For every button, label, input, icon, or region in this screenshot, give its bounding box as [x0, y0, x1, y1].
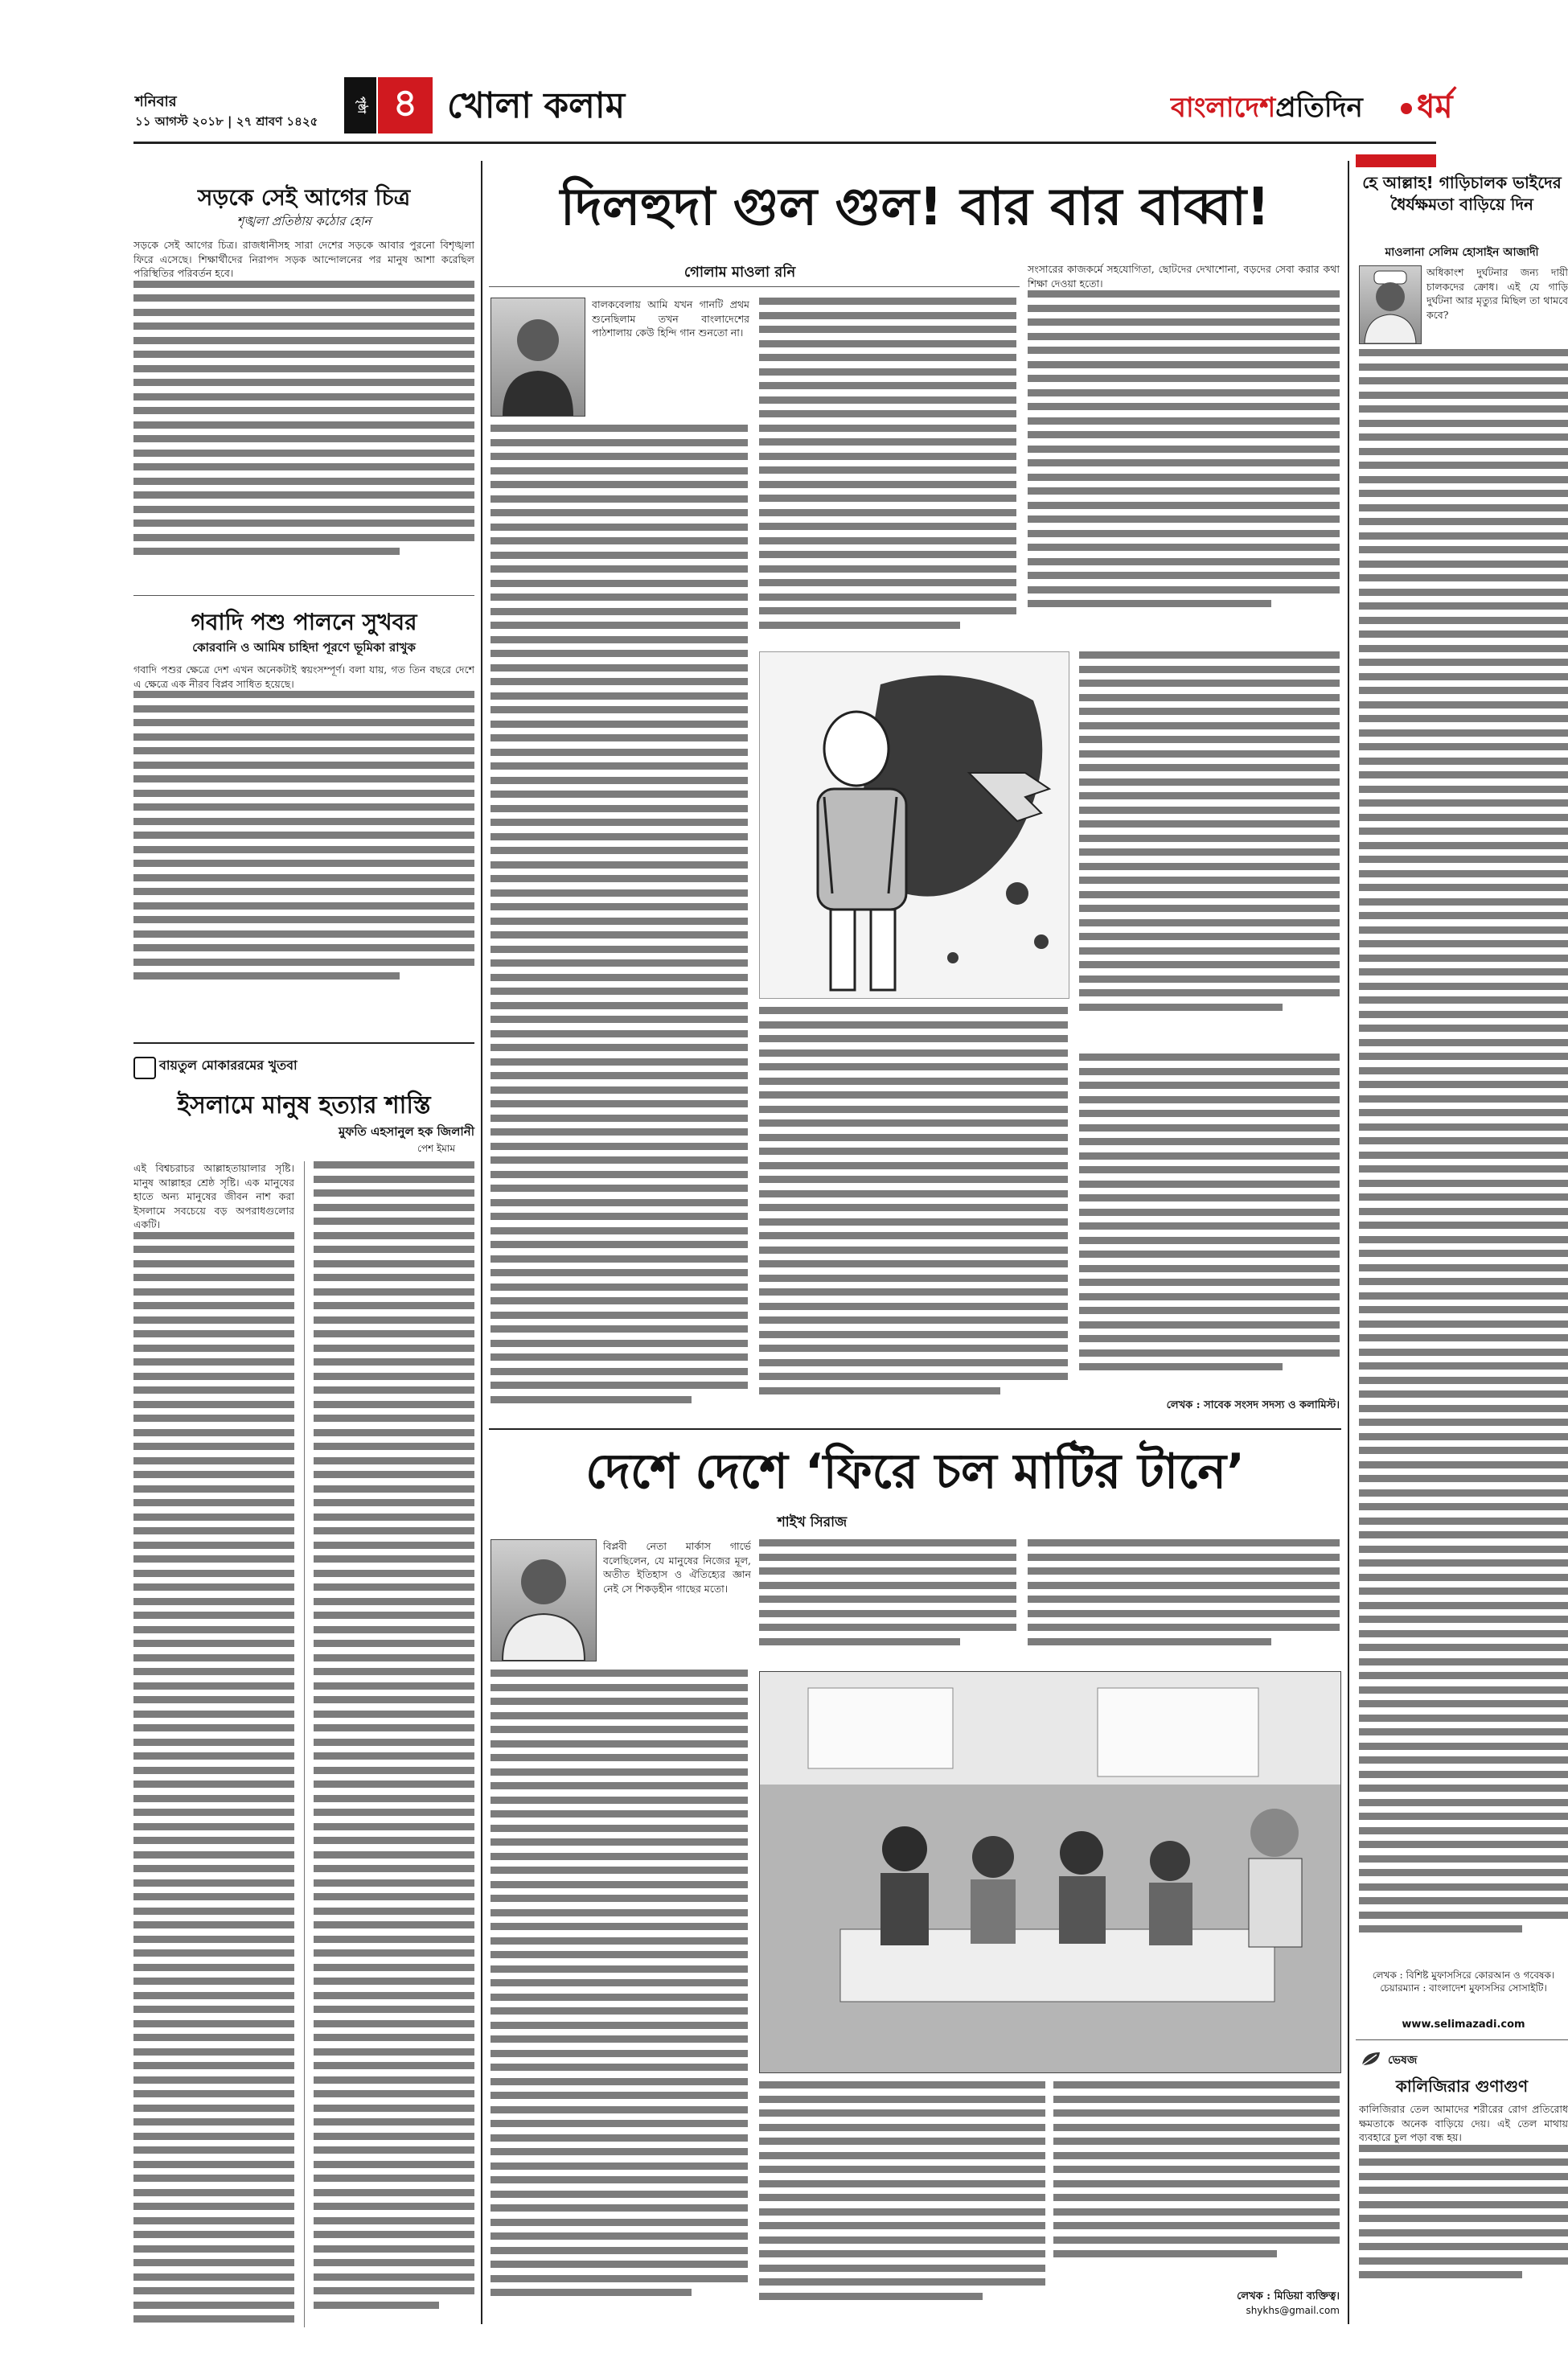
main-article-col5 — [759, 1007, 1068, 1419]
main-article-col1 — [491, 425, 748, 1419]
main-article-col2 — [759, 298, 1016, 645]
second-article-col4 — [759, 2081, 1045, 2319]
second-article-author: শাইখ সিরাজ — [777, 1514, 848, 1530]
sidebar-accent-bar — [1356, 154, 1436, 167]
main-article-title: দিলহুদা গুল গুল! বার বার বাব্বা! — [560, 178, 1270, 237]
column-rule — [481, 161, 482, 2324]
second-article-lead: বিপ্লবী নেতা মার্কাস গার্ভে বলেছিলেন, যে মানুষের নিজের মূল, অতীত ইতিহাস ও ঐতিহ্যের জ্ঞান নেই সে শিকড়হীন গাছের মতো। — [603, 1540, 751, 1595]
bullet-icon — [1401, 103, 1412, 114]
author-photo — [491, 298, 585, 417]
sidebar-lead: অধিকাংশ দুর্ঘটনার জন্য দায়ী চালকদের ক্রোধ। এই যে গাড়ি দুর্ঘটনা আর মৃত্যুর মিছিল তা থামবে কবে? — [1426, 266, 1568, 321]
author-email[interactable]: shykhs@gmail.com — [1246, 2305, 1340, 2316]
leaf-icon — [1361, 2051, 1381, 2067]
khutba-title: ইসলামে মানুষ হত্যার শাস্তি — [177, 1091, 431, 1119]
header-day: শনিবার — [135, 93, 177, 110]
second-article-col2 — [759, 1539, 1016, 1665]
classroom-photo — [759, 1671, 1341, 2073]
person-icon — [1360, 266, 1421, 343]
khutba-lead: এই বিশ্বচরাচর আল্লাহতায়ালার সৃষ্টি। মানুষ আল্লাহর শ্রেষ্ঠ সৃষ্টি। এক মানুষের হাতে অন্য মানুষের জীবন নাশ করা ইসলামে সবচেয়ে বড় অপরাধগুলোর একটি। — [133, 1162, 294, 1230]
page-section: ধর্ম — [1417, 88, 1453, 125]
editorial1-title: সড়কে সেই আগের চিত্র — [197, 184, 411, 211]
second-article-col5 — [1053, 2081, 1340, 2284]
person-icon — [491, 1540, 596, 1661]
mosque-icon — [133, 1057, 156, 1079]
page-label: পৃষ্ঠা — [344, 77, 376, 133]
main-article-col4 — [1079, 651, 1340, 1045]
illustration-schoolboy — [759, 651, 1069, 999]
schoolboy-hand-illustration — [760, 652, 1069, 998]
divider — [489, 286, 1020, 287]
header-date: ১১ আগস্ট ২০১৮ | ২৭ শ্রাবণ ১৪২৫ — [135, 114, 318, 129]
page-number: ৪ — [378, 77, 433, 133]
editorial2-lead: গবাদি পশুর ক্ষেত্রে দেশ এখন অনেকটাই স্বয়ংসম্পূর্ণ। বলা যায়, গত তিন বছরে দেশে এ ক্ষেত্রে এক নীরব বিপ্লব সাধিত হয়েছে। — [133, 663, 474, 690]
cooking-class-photo — [760, 1672, 1340, 2072]
editorial2-title: গবাদি পশু পালনে সুখবর — [191, 609, 417, 635]
editorial2-body — [133, 663, 474, 1033]
second-article-footer: লেখক : মিডিয়া ব্যক্তিত্ব। — [1237, 2290, 1340, 2302]
editorial1-body — [133, 238, 474, 587]
column-rule — [304, 1161, 305, 2327]
divider — [133, 595, 474, 596]
khutba-body-col1 — [133, 1161, 294, 2327]
divider — [133, 1042, 474, 1044]
second-article-col1 — [491, 1670, 748, 2319]
second-article-title: দেশে দেশে ‘ফিরে চল মাটির টানে’ — [585, 1444, 1245, 1500]
second-article-col3 — [1028, 1539, 1340, 1665]
author-photo — [1359, 265, 1422, 344]
sidebar-url[interactable]: www.selimazadi.com — [1402, 2019, 1525, 2031]
divider — [489, 1428, 1341, 1430]
sidebar-article-title: হে আল্লাহ! গাড়িচালক ভাইদের ধৈর্যক্ষমতা বাড়িয়ে দিন — [1362, 173, 1562, 214]
header-rule — [133, 142, 1436, 144]
main-article-footer: লেখক : সাবেক সংসদ সদস্য ও কলামিস্ট। — [1166, 1399, 1340, 1411]
editorial2-subtitle: কোরবানি ও আমিষ চাহিদা পূরণে ভূমিকা রাখুক — [192, 640, 416, 655]
editorial1-lead: সড়কে সেই আগের চিত্র। রাজধানীসহ সারা দেশের সড়কে আবার পুরনো বিশৃঙ্খলা ফিরে এসেছে। শিক্ষার্থীদের নিরাপদ সড়ক আন্দোলনের পর মানুষ আশা করেছিল পরিস্থিতির পরিবর্তন হবে। — [133, 239, 474, 279]
herbal-title: কালিজিরার গুণাগুণ — [1395, 2076, 1529, 2096]
column-rule — [1348, 161, 1349, 2324]
person-icon — [491, 298, 585, 416]
sidebar-article-body — [1359, 349, 1568, 1967]
author-photo — [491, 1539, 597, 1661]
khutba-body-col2 — [314, 1161, 474, 2327]
brand-logo: বাংলাদেশপ্রতিদিন — [1171, 92, 1363, 124]
herbal-label: ভেষজ — [1388, 2054, 1418, 2067]
sidebar-article-author: মাওলানা সেলিম হোসাইন আজাদী — [1385, 246, 1539, 259]
khutba-author-role: পেশ ইমাম — [417, 1143, 455, 1154]
khutba-label: বায়তুল মোকাররমের খুতবা — [159, 1058, 298, 1073]
khutba-author: মুফতি এহসানুল হক জিলানী — [338, 1124, 474, 1139]
divider — [1356, 2039, 1568, 2040]
section-title: খোলা কলাম — [447, 85, 626, 126]
main-article-author: গোলাম মাওলা রনি — [683, 264, 796, 281]
herbal-body: কালিজিরার তেল আমাদের শরীরের রোগ প্রতিরোধ ক্ষমতাকে অনেক বাড়িয়ে দেয়। এই তেল মাথায় ব্যবহারে চুল পড়া বন্ধ হয়। — [1359, 2102, 1568, 2319]
main-article-lead: বালকবেলায় আমি যখন গানটি প্রথম শুনেছিলাম তখন বাংলাদেশের পাঠশালায় কেউ হিন্দি গান শুনতো না। — [592, 298, 749, 339]
editorial1-subtitle: শৃঙ্খলা প্রতিষ্ঠায় কঠোর হোন — [236, 214, 371, 228]
main-article-col6 — [1079, 1054, 1340, 1391]
sidebar-footer: লেখক : বিশিষ্ট মুফাসসিরে কোরআন ও গবেষক। চেয়ারম্যান : বাংলাদেশ মুফাসসির সোসাইটি। — [1372, 1969, 1555, 1994]
main-article-col3: সংসারের কাজকর্মে সহযোগিতা, ছোটদের দেখাশোনা, বড়দের সেবা করার কথা শিক্ষা দেওয়া হতো। — [1028, 262, 1340, 645]
